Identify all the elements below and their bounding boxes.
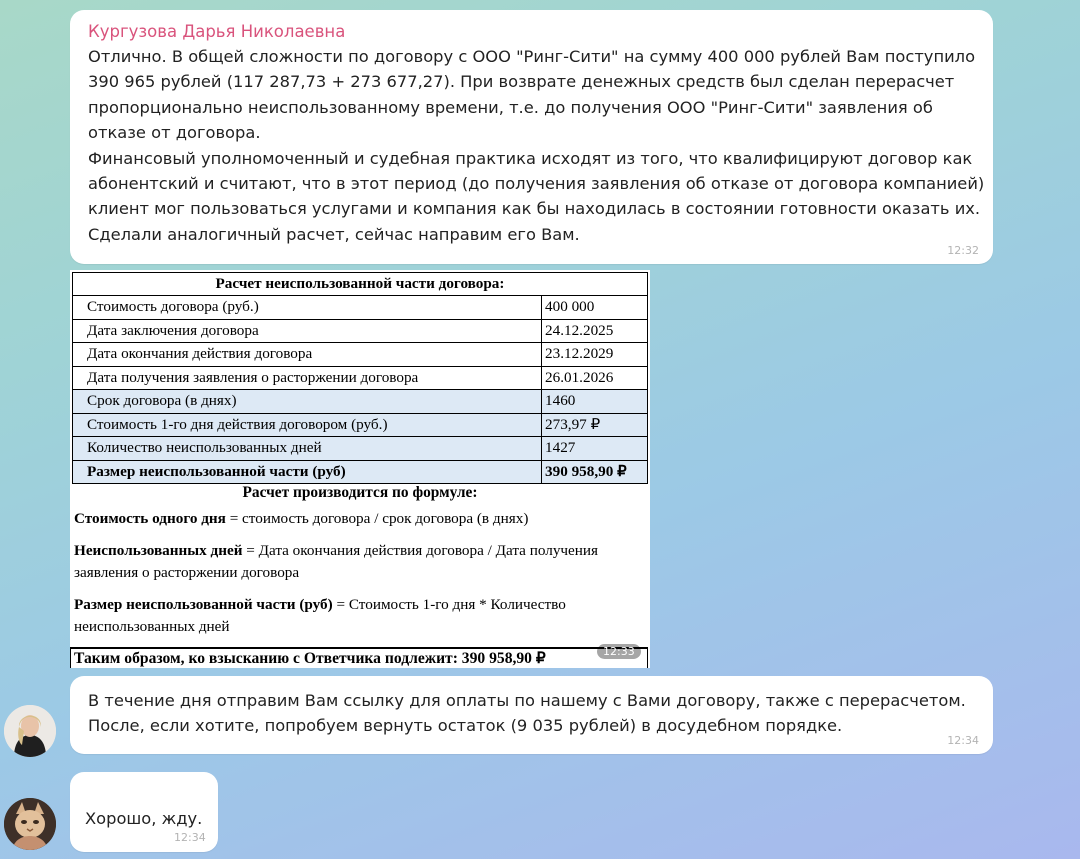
row-value: 1427 <box>542 437 648 461</box>
row-value: 24.12.2025 <box>542 319 648 343</box>
formula-title: Расчет производится по формуле: <box>242 484 478 501</box>
formula-rest: = Стоимость 1-го дня * Количество неиспользованных дней <box>74 595 566 635</box>
row-label: Стоимость договора (руб.) <box>73 296 542 320</box>
message-text <box>85 806 215 831</box>
row-value: 1460 <box>542 390 648 414</box>
message-paragraph: Финансовый уполномоченный и судебная практика исходят из того, что квалифицируют договор как абонентский и считают, что в этот период (до получения заявления об отказе от договора компанией) клиент мог пользоваться услугами и компания как бы находилась в состоянии готовности оказать их. Сделали аналогичный расчет, сейчас направим его Вам. <box>88 148 985 244</box>
table-row <box>73 413 648 437</box>
formula-term: Стоимость одного дня <box>74 510 226 527</box>
row-value: 23.12.2029 <box>542 343 648 367</box>
row-label: Количество неиспользованных дней <box>73 437 542 461</box>
final-amount-line: Таким образом, ко взысканию с Ответчика подлежит: 390 958,90 ₽ <box>70 647 648 668</box>
calculation-table <box>72 272 648 484</box>
message-bubble-2[interactable] <box>70 676 993 754</box>
table-row <box>73 437 648 461</box>
row-label: Размер неиспользованной части (руб) <box>73 460 542 484</box>
avatar-cat-icon <box>4 798 56 850</box>
message-paragraph: Отлично. В общей сложности по договору с ООО "Ринг-Сити" на сумму 400 000 рублей Вам поступило 390 965 рублей (117 287,73 + 273 677,27). При возврате денежных средств был сделан перерасчет пропорционально неиспользованному времени, т.е. до получения ООО "Ринг-Сити" заявления об отказе от договора. <box>88 47 976 143</box>
avatar[interactable] <box>4 705 56 757</box>
message-time: 12:34 <box>174 831 206 844</box>
row-value: 26.01.2026 <box>542 366 648 390</box>
attached-document-image[interactable] <box>70 270 650 668</box>
row-label: Стоимость 1-го дня действия договором (руб.) <box>73 413 542 437</box>
avatar-woman-icon <box>4 705 56 757</box>
row-label: Дата получения заявления о расторжении договора <box>73 366 542 390</box>
message-time: 12:34 <box>947 734 979 747</box>
formula-line <box>72 508 648 531</box>
row-label: Дата заключения договора <box>73 319 542 343</box>
table-row <box>73 343 648 367</box>
table-row <box>73 296 648 320</box>
formula-line <box>72 594 648 639</box>
message-time: 12:32 <box>947 244 979 257</box>
table-row <box>73 390 648 414</box>
formula-line <box>72 540 648 585</box>
message-paragraph: В течение дня отправим Вам ссылку для оплаты по нашему с Вами договору, также с перерасчетом. После, если хотите, попробуем вернуть остаток (9 035 рублей) в досудебном порядке. <box>88 691 966 736</box>
image-time: 12:33 <box>597 644 641 659</box>
message-bubble-1[interactable] <box>70 10 993 264</box>
formula-section <box>72 481 648 639</box>
table-row <box>73 366 648 390</box>
table-row <box>73 319 648 343</box>
avatar[interactable] <box>4 798 56 850</box>
row-label: Срок договора (в днях) <box>73 390 542 414</box>
table-title: Расчет неиспользованной части договора: <box>73 273 648 296</box>
formula-rest: = Дата окончания действия договора / Дата получения заявления о расторжении договора <box>74 541 599 581</box>
row-value: 400 000 <box>542 296 648 320</box>
table-row-total <box>73 460 648 484</box>
formula-rest: = стоимость договора / срок договора (в днях) <box>225 510 529 527</box>
formula-term: Размер неиспользованной части (руб) <box>74 595 333 613</box>
message-text <box>88 44 988 247</box>
row-value: 273,97 ₽ <box>542 413 648 437</box>
message-paragraph: Хорошо, жду. <box>85 809 203 828</box>
message-bubble-3[interactable] <box>70 772 218 852</box>
row-label: Дата окончания действия договора <box>73 343 542 367</box>
sender-name[interactable]: Кургузова Дарья Николаевна <box>88 22 346 41</box>
message-text <box>88 688 988 739</box>
formula-term: Неиспользованных дней <box>74 541 243 559</box>
row-value: 390 958,90 ₽ <box>542 460 648 484</box>
